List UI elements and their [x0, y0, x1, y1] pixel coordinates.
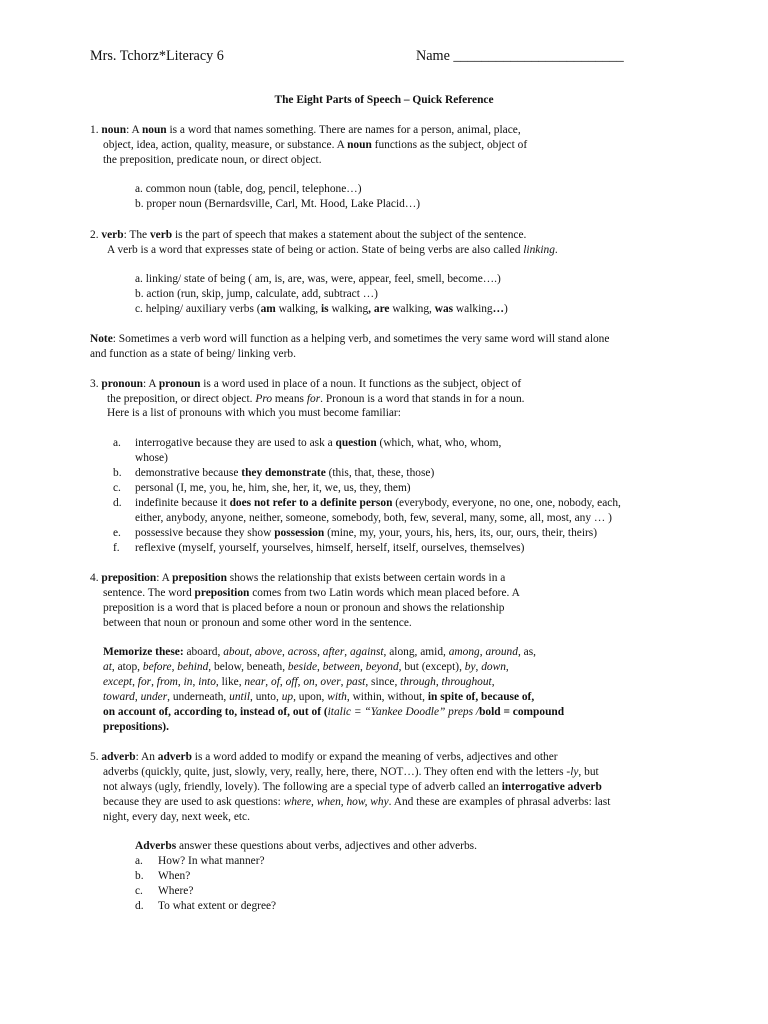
memorize-line5: on account of, according to, instead of, out of (italic = “Yankee Doodle” preps /bold = compound	[103, 706, 565, 718]
name-field-label: Name ________________________	[416, 48, 624, 64]
list-marker: b.	[135, 870, 144, 882]
preposition-definition-line2: sentence. The word preposition comes from two Latin words which mean placed before. A	[103, 587, 520, 599]
noun-type-common: a. common noun (table, dog, pencil, telephone…)	[135, 183, 362, 195]
verb-definition-line2: A verb is a word that expresses state of being or action. State of being verbs are also called linking.	[107, 244, 558, 256]
noun-definition-line2: object, idea, action, quality, measure, or substance. A noun functions as the subject, object of	[103, 139, 528, 151]
pronoun-type-possessive: possessive because they show possession (mine, my, your, yours, his, hers, its, our, ours, their, theirs)	[135, 527, 598, 539]
adverb-question-how: How? In what manner?	[158, 855, 265, 867]
memorize-line3: except, for, from, in, into, like, near, of, off, on, over, past, since, through, throughout,	[103, 676, 495, 688]
verb-type-action: b. action (run, skip, jump, calculate, add, subtract …)	[135, 288, 378, 300]
list-marker: d.	[135, 900, 144, 912]
noun-definition-line3: the preposition, predicate noun, or direct object.	[103, 154, 322, 166]
adverb-definition-line1: 5. adverb: An adverb is a word added to modify or expand the meaning of verbs, adjectives and other	[90, 751, 558, 763]
note-line1: Note: Sometimes a verb word will function as a helping verb, and sometimes the very same word will stand alone	[90, 333, 610, 345]
noun-definition-line1: 1. noun: A noun is a word that names something. There are names for a person, animal, place,	[90, 124, 521, 136]
adverb-definition-line2: adverbs (quickly, quite, just, slowly, very, really, here, there, NOT…). They often end with the letters -ly, but	[103, 766, 599, 778]
adverb-definition-line3: not always (ugly, friendly, lovely). The following are a special type of adverb called an interrogative adverb	[103, 781, 602, 793]
pronoun-type-interrogative-cont: whose)	[135, 452, 168, 464]
verb-type-linking: a. linking/ state of being ( am, is, are, was, were, appear, feel, smell, become….)	[135, 273, 501, 285]
list-marker: e.	[113, 527, 121, 539]
list-marker: c.	[135, 885, 143, 897]
pronoun-definition-line1: 3. pronoun: A pronoun is a word used in place of a noun. It functions as the subject, object of	[90, 378, 522, 390]
verb-type-helping: c. helping/ auxiliary verbs (am walking, is walking, are walking, was walking…)	[135, 303, 508, 315]
pronoun-type-indefinite: indefinite because it does not refer to a definite person (everybody, everyone, no one, one, nobody, each,	[135, 497, 621, 509]
verb-definition-line1: 2. verb: The verb is the part of speech that makes a statement about the subject of the sentence.	[90, 229, 527, 241]
noun-type-proper: b. proper noun (Bernardsville, Carl, Mt. Hood, Lake Placid…)	[135, 198, 421, 210]
adverb-questions-heading: Adverbs answer these questions about verbs, adjectives and other adverbs.	[135, 840, 477, 852]
document-title: The Eight Parts of Speech – Quick Reference	[274, 94, 494, 106]
pronoun-type-interrogative: interrogative because they are used to ask a question (which, what, who, whom,	[135, 437, 502, 449]
list-marker: b.	[113, 467, 122, 479]
memorize-line6: prepositions).	[103, 721, 169, 733]
list-marker: d.	[113, 497, 122, 509]
adverb-question-when: When?	[158, 870, 191, 882]
teacher-course: Mrs. Tchorz*Literacy 6	[90, 48, 224, 64]
preposition-definition-line3: preposition is a word that is placed before a noun or pronoun and shows the relationship	[103, 602, 505, 614]
preposition-definition-line1: 4. preposition: A preposition shows the relationship that exists between certain words in a	[90, 572, 506, 584]
preposition-definition-line4: between that noun or pronoun and some other word in the sentence.	[103, 617, 412, 629]
memorize-line1: Memorize these: aboard, about, above, across, after, against, along, amid, among, around, as,	[103, 646, 536, 658]
pronoun-type-personal: personal (I, me, you, he, him, she, her, it, we, us, they, them)	[135, 482, 411, 494]
adverb-definition-line5: night, every day, next week, etc.	[103, 811, 250, 823]
memorize-line4: toward, under, underneath, until, unto, up, upon, with, within, without, in spite of, because of,	[103, 691, 535, 703]
pronoun-type-reflexive: reflexive (myself, yourself, yourselves, himself, herself, itself, ourselves, themselves)	[135, 542, 525, 554]
pronoun-type-indefinite-cont: either, anybody, anyone, neither, someone, somebody, both, few, several, many, some, all, most, any … )	[135, 512, 612, 524]
memorize-line2: at, atop, before, behind, below, beneath, beside, between, beyond, but (except), by, down,	[103, 661, 509, 673]
list-marker: c.	[113, 482, 121, 494]
adverb-definition-line4: because they are used to ask questions: where, when, how, why. And these are examples of phrasal adverbs: last	[103, 796, 611, 808]
note-line2: and function as a state of being/ linking verb.	[90, 348, 296, 360]
pronoun-definition-line2: the preposition, or direct object. Pro means for. Pronoun is a word that stands in for a noun.	[107, 393, 525, 405]
list-marker: f.	[113, 542, 120, 554]
adverb-question-where: Where?	[158, 885, 194, 897]
pronoun-definition-line3: Here is a list of pronouns with which you must become familiar:	[107, 407, 401, 419]
list-marker: a.	[135, 855, 143, 867]
pronoun-type-demonstrative: demonstrative because they demonstrate (this, that, these, those)	[135, 467, 435, 479]
adverb-question-extent: To what extent or degree?	[158, 900, 277, 912]
list-marker: a.	[113, 437, 121, 449]
